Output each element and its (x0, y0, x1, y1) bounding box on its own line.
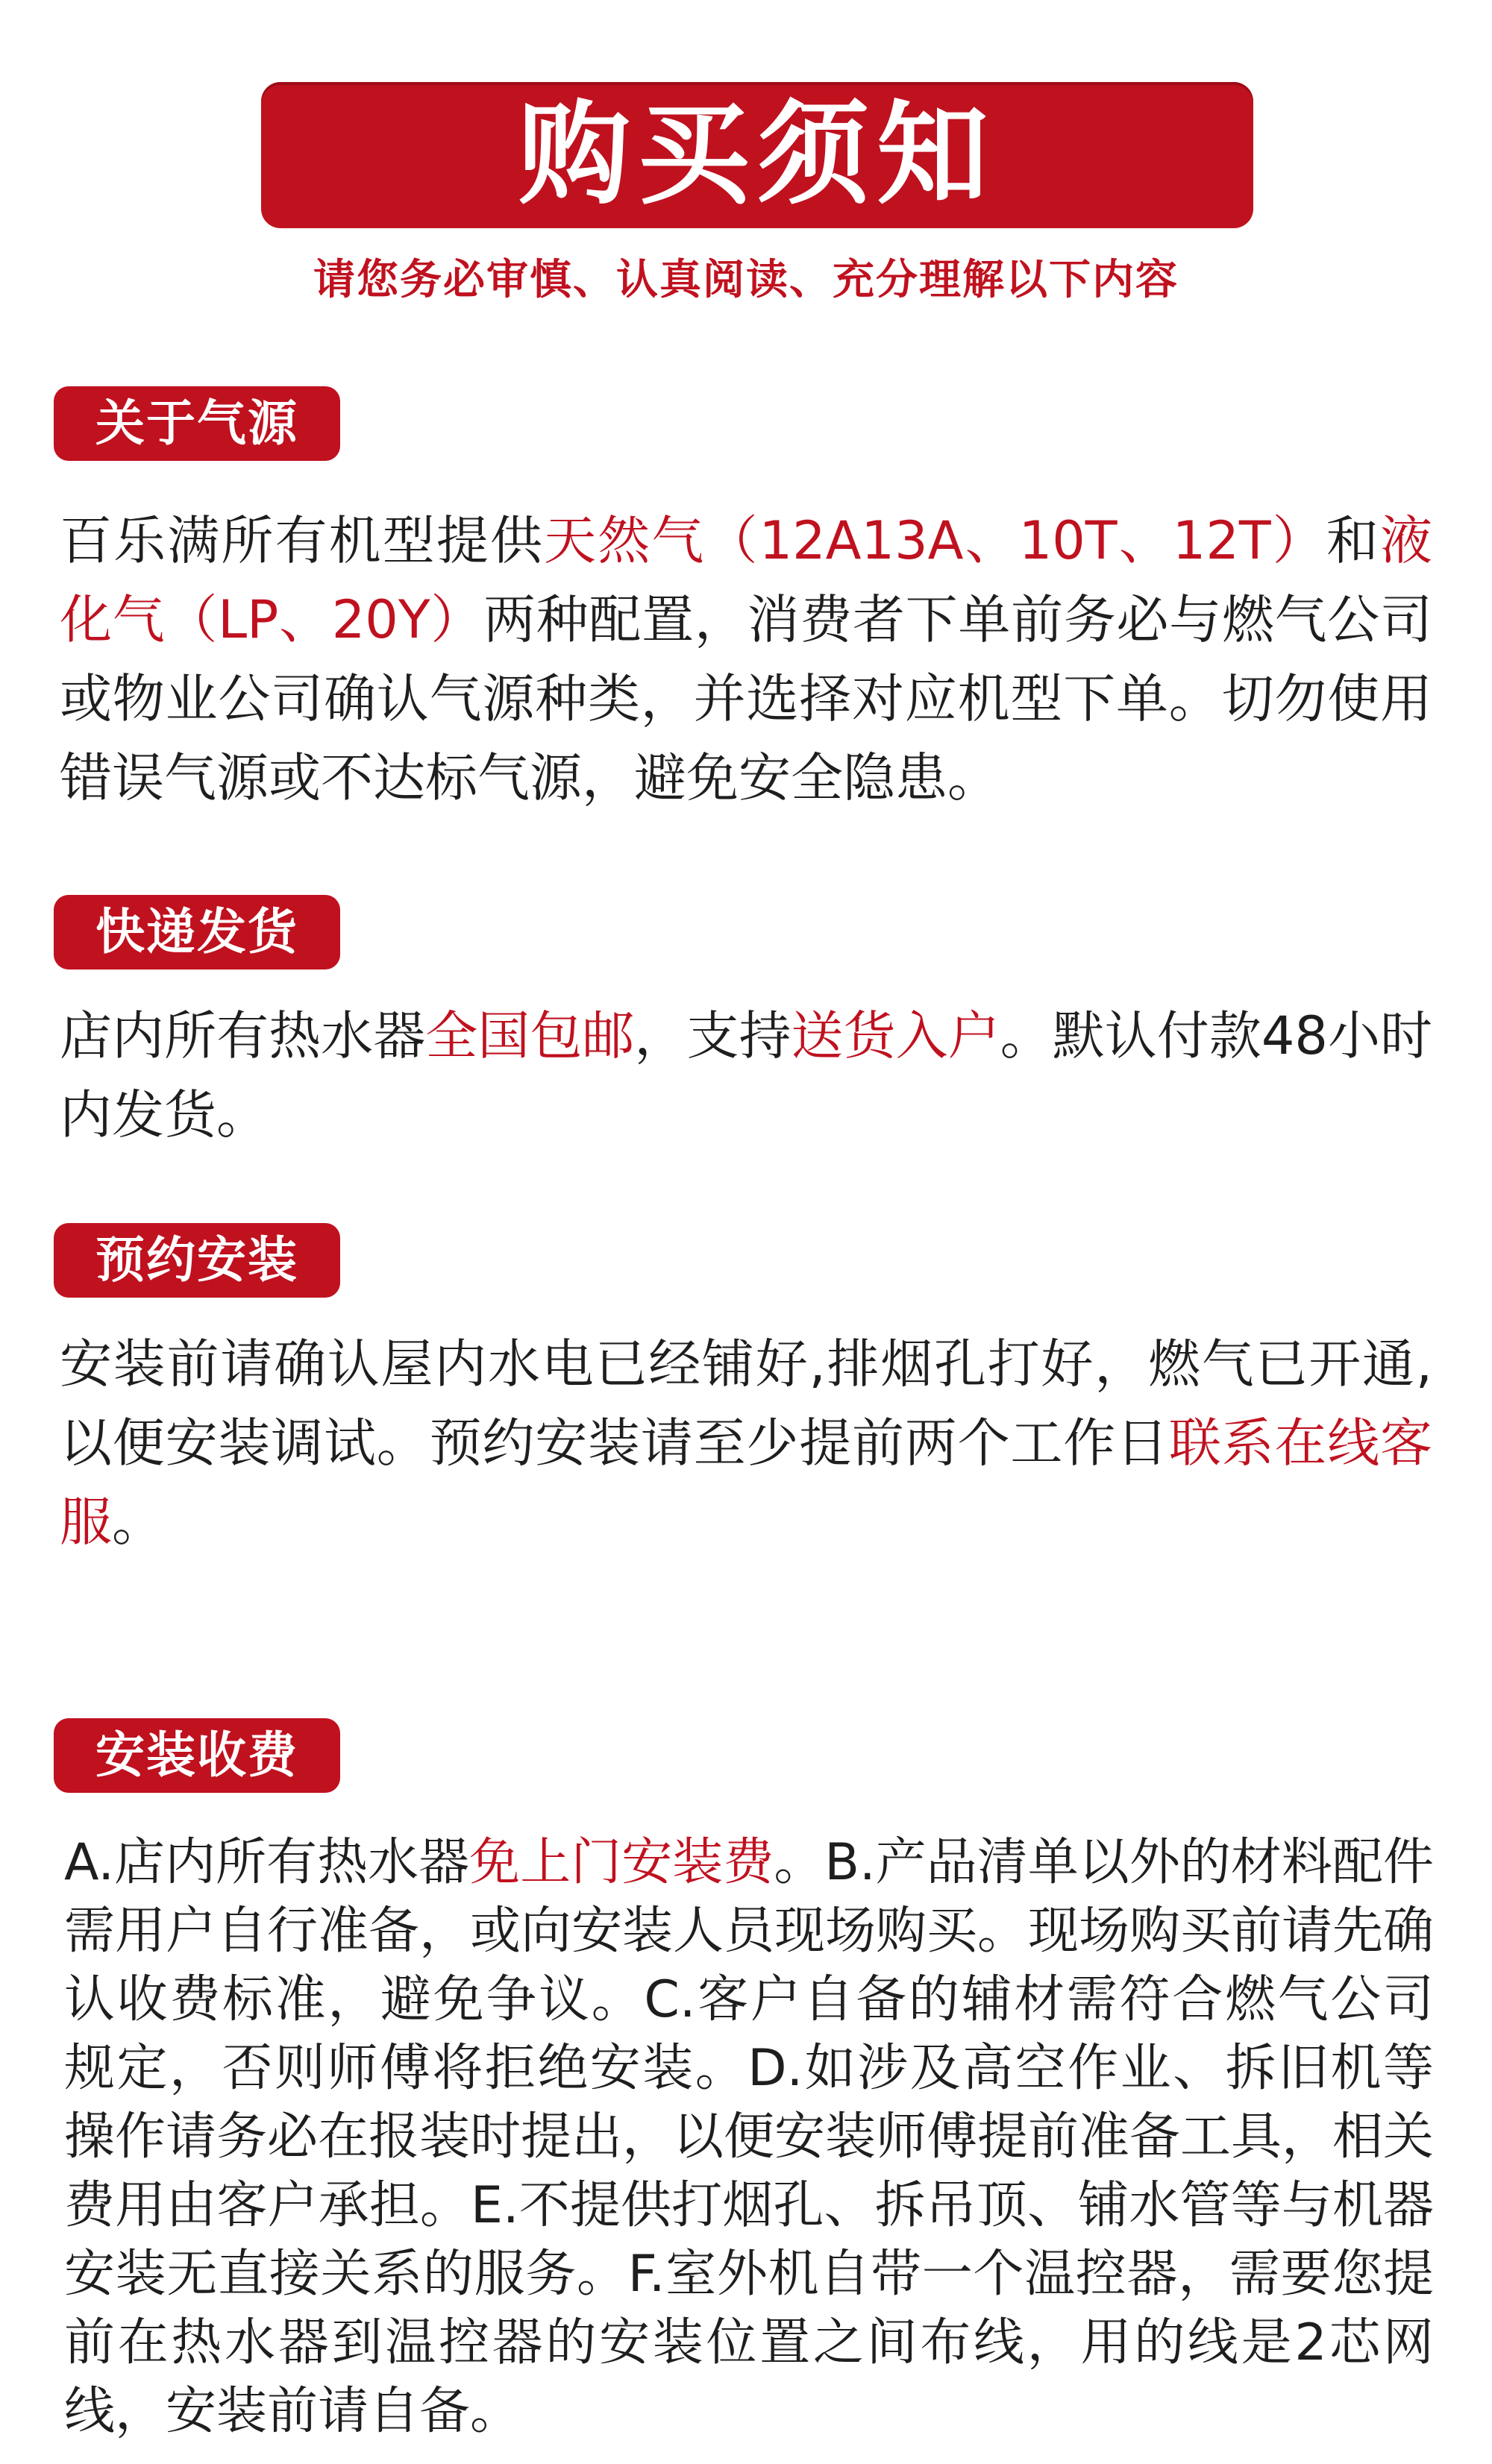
body-text: 百乐满所有机型提供 (60, 510, 545, 571)
title-banner (261, 82, 1253, 228)
section-tag-shipping (54, 895, 340, 969)
body-text: 和 (1326, 510, 1381, 571)
body-text: 。默认付款48小时内发货。 (60, 1005, 1433, 1145)
highlight-text: 天然气（12A13A、10T、12T） (544, 510, 1326, 571)
body-text: ，支持 (634, 1005, 792, 1066)
body-text: 。 (112, 1492, 164, 1553)
section-body-shipping (60, 996, 1432, 1154)
body-text: 。B.产品清单以外的材料配件需用户自行准备，或向安装人员现场购买。现场购买前请先确认收费标准，避免争议。C.客户自备的辅材需符合燃气公司规定，否则师傅将拒绝安装。D.如涉及高空作业、拆旧机等操作请务必在报装时提出，以便安装师傅提前准备工具，相关费用由客户承担。E.不提供打烟孔、拆吊顶、铺水管等与机器安装无直接关系的服务。F.室外机自带一个温控器，需要您提前在热水器到温控器的安装位置之间布线，用的线是2芯网线，安装前请自备。 (64, 1833, 1435, 2441)
highlight-text: 免上门安装费 (469, 1833, 774, 1892)
section-body-gas-source (60, 501, 1432, 817)
highlight-text: 全国包邮 (425, 1005, 635, 1066)
section-tag-gas-source (54, 386, 340, 461)
section-tag-appointment (54, 1223, 340, 1298)
highlight-text: 液化气（LP、20Y） (60, 510, 1433, 650)
body-text: A.店内所有热水器 (64, 1833, 470, 1892)
page-subtitle: 请您务必审慎、认真阅读、充分理解以下内容 (313, 256, 1179, 304)
body-text: 安装前请确认屋内水电已经铺好,排烟孔打好，燃气已开通,以便安装调试。预约安装请至少提前两个工作日 (60, 1333, 1432, 1474)
section-tag-label: 快递发货 (95, 903, 298, 961)
section-tag-label: 安装收费 (95, 1726, 298, 1784)
highlight-text: 送货入户 (791, 1005, 1000, 1066)
section-body-install-fee (64, 1829, 1434, 2446)
section-tag-install-fee (54, 1718, 340, 1793)
body-text: 两种配置，消费者下单前务必与燃气公司或物业公司确认气源种类，并选择对应机型下单。切勿使用错误气源或不达标气源，避免安全隐患。 (60, 589, 1433, 808)
section-body-appointment (60, 1324, 1432, 1562)
highlight-text: 联系在线客服 (60, 1412, 1433, 1553)
page-title: 购买须知 (518, 90, 996, 220)
body-text: 店内所有热水器 (60, 1005, 426, 1066)
section-tag-label: 预约安装 (95, 1231, 298, 1289)
section-tag-label: 关于气源 (95, 395, 298, 452)
